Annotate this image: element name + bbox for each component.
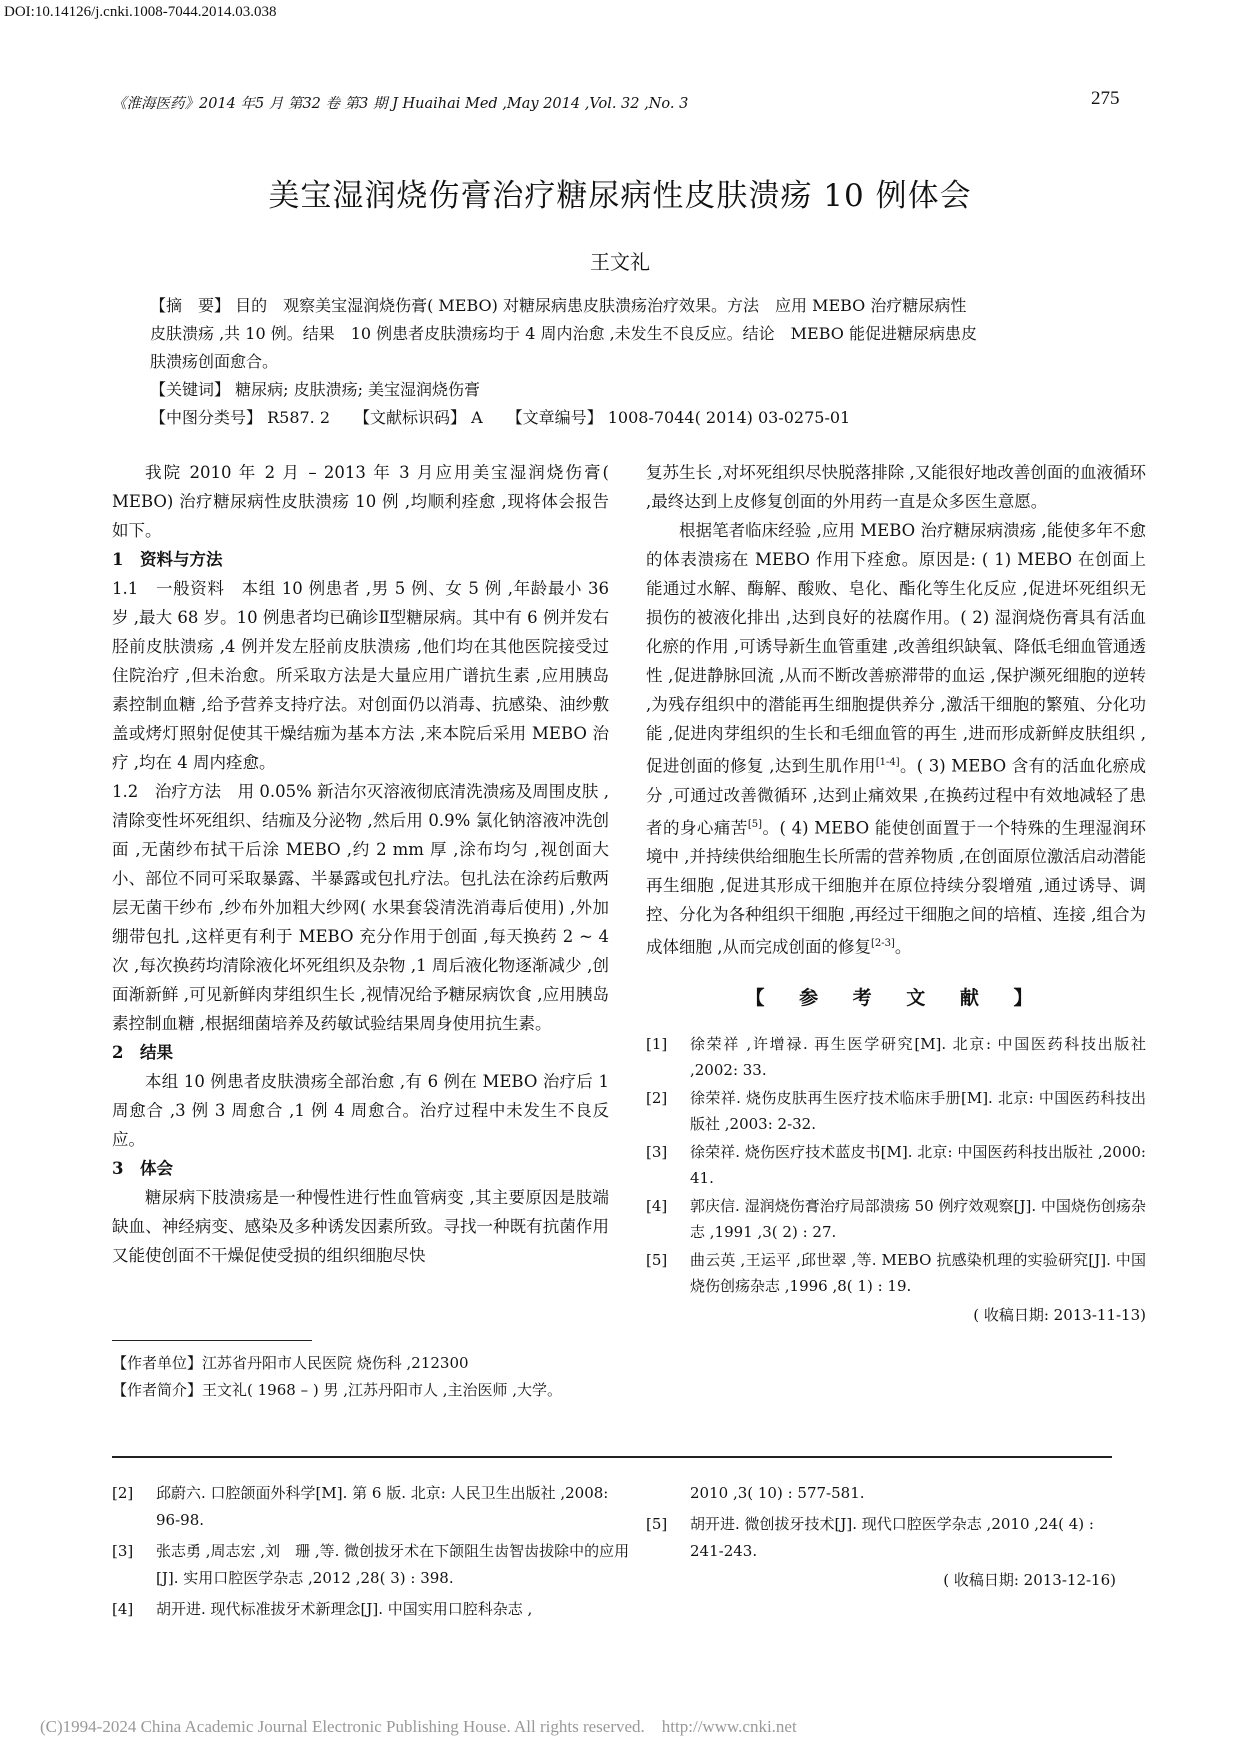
reference-item: [646, 1085, 1146, 1137]
abstract-line-1: 【摘 要】 目的 观察美宝湿润烧伤膏( MEBO) 对糖尿病患皮肤溃疡治疗效果。方法 应用 MEBO 治疗糖尿病性: [150, 296, 967, 315]
page-divider: [112, 1456, 1112, 1458]
reference-item: [112, 1480, 637, 1534]
reference-number-blank: [646, 1480, 690, 1507]
reference-item: [646, 1193, 1146, 1245]
reference-text: 徐荣祥 ,许增禄. 再生医学研究[M]. 北京: 中国医药科技出版社 ,2002: 33.: [690, 1034, 1146, 1079]
abstract-line-2: 皮肤溃疡 ,共 10 例。结果 10 例患者皮肤溃疡均于 4 周内治愈 ,未发生不良反应。结论 MEBO 能促进糖尿病患皮: [150, 324, 977, 343]
reference-number: [2]: [646, 1088, 668, 1107]
article-title: 美宝湿润烧伤膏治疗糖尿病性皮肤溃疡 10 例体会: [268, 178, 972, 214]
intro-paragraph: 我院 2010 年 2 月 – 2013 年 3 月应用美宝湿润烧伤膏( MEBO) 治疗糖尿病性皮肤溃疡 10 例 ,均顺利痊愈 ,现将体会报告如下。: [112, 463, 609, 540]
reference-text: 张志勇 ,周志宏 ,刘 珊 ,等. 微创拔牙术在下颌阻生齿智齿拔除中的应用[J]. 实用口腔医学杂志 ,2012 ,28( 3) : 398.: [156, 1542, 630, 1587]
reference-item: [646, 1139, 1146, 1191]
keywords: 【关键词】 糖尿病; 皮肤溃疡; 美宝湿润烧伤膏: [150, 380, 481, 399]
mechanism-paragraph: [646, 516, 1146, 962]
author-unit: 【作者单位】江苏省丹阳市人民医院 烧伤科 ,212300: [112, 1354, 469, 1372]
lower-reference-list-left: [112, 1480, 637, 1627]
section-1-2-paragraph: 1.2 治疗方法 用 0.05% 新洁尔灭溶液彻底清洗溃疡及周围皮肤 ,清除变性坏死组织、结痂及分泌物 ,然后用 0.9% 氯化钠溶液冲洗创面 ,无菌纱布拭干后涂 MEBO ,约 2 mm 厚 ,涂布均匀 ,视创面大小、部位不同可采取暴露、半暴露或包扎疗法。包扎法在涂药后敷两层无菌干纱布 ,纱布外加粗大纱网( 水果套袋清洗消毒后使用) ,外加绷带包扎 ,这样更有利于 MEBO 充分作用于创面 ,每天换药 2 ~ 4 次 ,每次换药均清除液化坏死组织及杂物 ,1 周后液化物逐渐减少 ,创面渐新鲜 ,可见新鲜肉芽组织生长 ,视情况给予糖尿病饮食 ,应用胰岛素控制血糖 ,根据细菌培养及药敏试验结果周身使用抗生素。: [112, 782, 609, 1033]
classification: 【中图分类号】 R587. 2 【文献标识码】 A 【文章编号】 1008-7044( 2014) 03-0275-01: [150, 408, 851, 427]
reference-number: [4]: [646, 1196, 668, 1215]
discussion-continued: 复苏生长 ,对坏死组织尽快脱落排除 ,又能很好地改善创面的血液循环 ,最终达到上皮修复创面的外用药一直是众多医生意愿。: [646, 463, 1146, 511]
received-date: ( 收稿日期: 2013-12-16): [943, 1571, 1116, 1589]
discussion-paragraph: 糖尿病下肢溃疡是一种慢性进行性血管病变 ,其主要原因是肢端缺血、神经病变、感染及多种诱发因素所致。寻找一种既有抗菌作用又能使创面不干燥促使受损的组织细胞尽快: [112, 1188, 609, 1265]
running-head: 《淮海医药》2014 年5 月 第32 卷 第3 期 J Huaihai Med ,May 2014 ,Vol. 32 ,No. 3: [112, 96, 689, 112]
reference-text: 徐荣祥. 烧伤皮肤再生医疗技术临床手册[M]. 北京: 中国医药科技出版社 ,2003: 2-32.: [690, 1088, 1146, 1133]
footnote-divider: [112, 1340, 312, 1341]
reference-number: [3]: [112, 1542, 134, 1560]
author-name: 王文礼: [590, 250, 650, 274]
mechanism-text-b: 。( 3) MEBO 含有的活血化瘀成分 ,可通过改善微循环 ,达到止痛效果 ,在换药过程中有效地减轻了患者的身心痛苦: [646, 756, 1146, 837]
received-date: ( 收稿日期: 2013-11-13): [973, 1305, 1146, 1324]
reference-text: 2010 ,3( 10) : 577-581.: [690, 1484, 865, 1502]
reference-list: [646, 1031, 1146, 1299]
reference-item: [646, 1247, 1146, 1299]
reference-number: [3]: [646, 1142, 668, 1161]
reference-text: 郭庆信. 湿润烧伤膏治疗局部溃疡 50 例疗效观察[J]. 中国烧伤创疡杂志 ,1991 ,3( 2) : 27.: [690, 1196, 1146, 1241]
reference-number: [1]: [646, 1034, 668, 1053]
reference-number: [5]: [646, 1250, 668, 1269]
reference-item: [646, 1031, 1146, 1083]
section-2-heading: 2 结果: [112, 1043, 173, 1062]
reference-text: 胡开进. 微创拔牙技术[J]. 现代口腔医学杂志 ,2010 ,24( 4) : 241-243.: [690, 1515, 1094, 1560]
section-1-1-paragraph: 1.1 一般资料 本组 10 例患者 ,男 5 例、女 5 例 ,年龄最小 36 岁 ,最大 68 岁。10 例患者均已确诊Ⅱ型糖尿病。其中有 6 例并发右胫前皮肤溃疡 ,4 例并发左胫前皮肤溃疡 ,他们均在其他医院接受过住院治疗 ,但未治愈。所采取方法是大量应用广谱抗生素 ,应用胰岛素控制血糖 ,给予营养支持疗法。对创面仍以消毒、抗感染、油纱敷盖或烤灯照射促使其干燥结痂为基本方法 ,来本院后采用 MEBO 治疗 ,均在 4 周内痊愈。: [112, 579, 609, 772]
abstract-block: [150, 292, 1110, 432]
right-column: [646, 458, 1146, 1330]
abstract-line-3: 肤溃疡创面愈合。: [150, 352, 279, 371]
references-heading: 【 参 考 文 献 】: [745, 986, 1047, 1009]
author-bio: 【作者简介】王文礼( 1968 – ) 男 ,江苏丹阳市人 ,主治医师 ,大学。: [112, 1381, 563, 1399]
reference-item: [112, 1538, 637, 1592]
page-number: 275: [1091, 88, 1120, 109]
mechanism-text-c: 。( 4) MEBO 能使创面置于一个特殊的生理湿润环境中 ,并持续供给细胞生长所需的营养物质 ,在创面原位激活启动潜能再生细胞 ,促进其形成干细胞并在原位持续分裂增殖 ,通过诱导、调控、分化为各种组织干细胞 ,再经过干细胞之间的培植、连接 ,组合为成体细胞 ,从而完成创面的修复: [646, 818, 1146, 957]
author-footnote: [112, 1350, 612, 1404]
reference-number: [2]: [112, 1484, 134, 1502]
section-1-heading: 1 资料与方法: [112, 550, 223, 569]
citation-1-4: [1-4]: [875, 757, 900, 768]
mechanism-text-a: 根据笔者临床经验 ,应用 MEBO 治疗糖尿病溃疡 ,能使多年不愈的体表溃疡在 MEBO 作用下痊愈。原因是: ( 1) MEBO 在创面上能通过水解、酶解、酸败、皂化、酯化等生化反应 ,促进坏死组织无损伤的被液化排出 ,达到良好的祛腐作用。( 2) 湿润烧伤膏具有活血化瘀的作用 ,可诱导新生血管重建 ,改善组织缺氧、降低毛细血管通透性 ,促进静脉回流 ,从而不断改善瘀滞带的血运 ,保护濒死细胞的逆转 ,为残存组织中的潜能再生细胞提供养分 ,激活干细胞的繁殖、分化功能 ,促进肉芽组织的生长和毛细血管的再生 ,进而形成新鲜皮肤组织 ,促进创面的修复 ,达到生肌作用: [646, 521, 1146, 776]
reference-number: [4]: [112, 1600, 134, 1618]
left-column: [112, 458, 609, 1270]
citation-2-3: [2-3]: [871, 938, 895, 949]
reference-text: 邱蔚六. 口腔颌面外科学[M]. 第 6 版. 北京: 人民卫生出版社 ,2008: 96-98.: [156, 1484, 609, 1529]
citation-5: [5]: [747, 818, 763, 830]
reference-continuation: [646, 1480, 1116, 1507]
mechanism-text-end: 。: [894, 937, 912, 957]
lower-reference-list-right: [646, 1480, 1116, 1590]
reference-item: [112, 1596, 637, 1623]
copyright-watermark: (C)1994-2024 China Academic Journal Electronic Publishing House. All rights reserved. http://www.cnki.net: [40, 1717, 797, 1736]
reference-number: [5]: [646, 1515, 668, 1533]
doi-line: DOI:10.14126/j.cnki.1008-7044.2014.03.038: [4, 4, 277, 20]
reference-text: 胡开进. 现代标准拔牙术新理念[J]. 中国实用口腔科杂志 ,: [156, 1600, 533, 1618]
section-3-heading: 3 体会: [112, 1159, 173, 1178]
reference-text: 曲云英 ,王运平 ,邱世翠 ,等. MEBO 抗感染机理的实验研究[J]. 中国烧伤创疡杂志 ,1996 ,8( 1) : 19.: [690, 1250, 1146, 1295]
results-paragraph: 本组 10 例患者皮肤溃疡全部治愈 ,有 6 例在 MEBO 治疗后 1 周愈合 ,3 例 3 周愈合 ,1 例 4 周愈合。治疗过程中未发生不良反应。: [112, 1072, 609, 1149]
reference-text: 徐荣祥. 烧伤医疗技术蓝皮书[M]. 北京: 中国医药科技出版社 ,2000: 41.: [690, 1142, 1146, 1187]
reference-item: [646, 1511, 1116, 1565]
